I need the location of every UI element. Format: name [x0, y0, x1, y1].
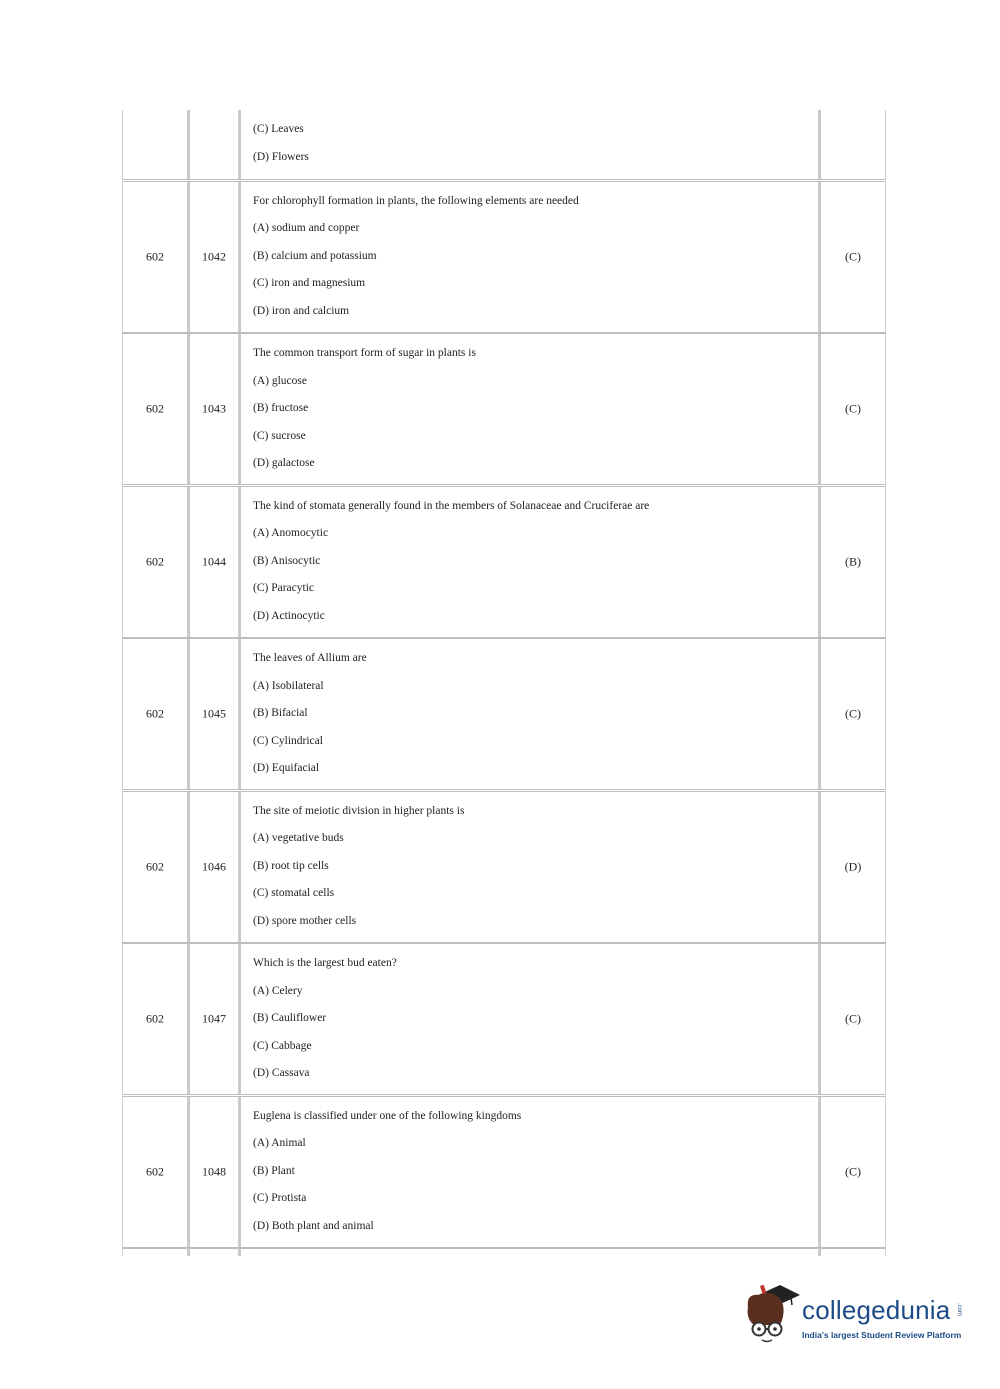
option-a: (A) vegetative buds — [253, 832, 344, 845]
code-cell — [122, 334, 188, 484]
question-cell — [239, 944, 819, 1094]
table-row — [122, 638, 886, 790]
question-cell — [239, 182, 819, 332]
qno-cell — [188, 110, 239, 179]
question-table — [122, 110, 886, 1256]
qno-cell — [188, 1248, 239, 1256]
option-d: (D) Flowers — [253, 150, 309, 163]
subject-code: 602 — [146, 706, 164, 721]
table-row — [122, 486, 886, 638]
question-text: For chlorophyll formation in plants, the following elements are needed — [253, 194, 579, 207]
answer-cell — [819, 487, 886, 637]
question-cell — [239, 639, 819, 789]
answer-cell — [819, 182, 886, 332]
option-a: (A) Animal — [253, 1137, 306, 1150]
table-row — [122, 181, 886, 333]
qno-cell — [188, 792, 239, 942]
collegedunia-logo — [742, 1283, 972, 1353]
subject-code: 602 — [146, 249, 164, 263]
code-cell — [122, 944, 188, 1094]
subject-code: 602 — [146, 1164, 164, 1178]
option-b: (B) calcium and potassium — [253, 249, 377, 262]
code-cell — [122, 639, 188, 789]
brand-suffix: .com — [956, 1303, 962, 1317]
answer-key: (C) — [845, 401, 861, 416]
question-cell — [239, 1248, 819, 1256]
qno-cell — [188, 487, 239, 637]
mascot-icon — [742, 1283, 800, 1345]
answer-cell — [819, 334, 886, 484]
question-cell — [239, 487, 819, 637]
option-c: (C) sucrose — [253, 429, 306, 442]
option-b: (B) Anisocytic — [253, 554, 321, 567]
option-c: (C) Cylindrical — [253, 734, 323, 747]
question-text: The common transport form of sugar in plants is — [253, 347, 476, 359]
answer-cell — [819, 110, 886, 179]
option-d: (D) Cassava — [253, 1067, 310, 1080]
code-cell — [122, 182, 188, 332]
question-rows — [122, 181, 886, 1248]
option-d: (D) iron and calcium — [253, 304, 350, 317]
question-text: Euglena is classified under one of the following kingdoms — [253, 1109, 522, 1122]
subject-code: 602 — [146, 401, 164, 416]
option-c: (C) stomatal cells — [253, 887, 335, 900]
question-number: 1042 — [202, 249, 226, 263]
option-c: (C) Paracytic — [253, 582, 314, 595]
qno-cell — [188, 944, 239, 1094]
option-c: (C) Cabbage — [253, 1039, 312, 1052]
question-number: 1043 — [202, 401, 226, 416]
question-number: 1048 — [202, 1164, 226, 1178]
answer-key: (C) — [845, 249, 861, 263]
option-b: (B) fructose — [253, 402, 309, 415]
option-b: (B) root tip cells — [253, 859, 329, 872]
option-d: (D) Equifacial — [253, 762, 320, 775]
code-cell — [122, 1097, 188, 1247]
question-number: 1047 — [202, 1011, 226, 1026]
table-row — [122, 943, 886, 1095]
option-a: (A) Anomocytic — [253, 527, 329, 540]
answer-cell — [819, 792, 886, 942]
option-c: (C) iron and magnesium — [253, 277, 366, 290]
option-d: (D) Both plant and animal — [253, 1219, 374, 1232]
code-cell — [122, 1248, 188, 1256]
table-row-next — [122, 1248, 886, 1256]
table-row — [122, 333, 886, 485]
option-a: (A) glucose — [253, 374, 307, 387]
subject-code: 602 — [146, 859, 164, 873]
option-d: (D) spore mother cells — [253, 914, 357, 927]
option-a: (A) Isobilateral — [253, 679, 324, 692]
option-c: (C) Protista — [253, 1192, 307, 1205]
question-number: 1044 — [202, 554, 226, 568]
option-b: (B) Plant — [253, 1164, 295, 1177]
question-number: 1045 — [202, 706, 226, 721]
answer-key: (C) — [845, 1011, 861, 1026]
question-cell — [239, 334, 819, 484]
answer-cell — [819, 1248, 886, 1256]
question-cell — [239, 110, 819, 179]
answer-cell — [819, 944, 886, 1094]
qno-cell — [188, 639, 239, 789]
code-cell — [122, 110, 188, 179]
question-text: Which is the largest bud eaten? — [253, 957, 397, 969]
table-row-continued — [122, 110, 886, 180]
code-cell — [122, 487, 188, 637]
option-d: (D) galactose — [253, 457, 315, 470]
answer-key: (C) — [845, 706, 861, 721]
question-text: The leaves of Allium are — [253, 652, 367, 664]
question-text: The site of meiotic division in higher plants is — [253, 804, 465, 817]
question-cell — [239, 792, 819, 942]
option-c: (C) Leaves — [253, 123, 304, 135]
subject-code: 602 — [146, 1011, 164, 1026]
brand-name: collegedunia — [802, 1295, 951, 1325]
code-cell — [122, 792, 188, 942]
qno-cell — [188, 334, 239, 484]
brand-tagline: India's largest Student Review Platform — [802, 1330, 962, 1340]
answer-key: (C) — [845, 1164, 861, 1178]
answer-cell — [819, 639, 886, 789]
table-row — [122, 1096, 886, 1248]
option-b: (B) Cauliflower — [253, 1012, 327, 1025]
option-a: (A) Celery — [253, 984, 303, 997]
answer-key: (D) — [844, 859, 862, 873]
option-a: (A) sodium and copper — [253, 222, 360, 235]
option-b: (B) Bifacial — [253, 707, 308, 720]
question-cell — [239, 1097, 819, 1247]
option-d: (D) Actinocytic — [253, 609, 325, 622]
answer-key: (B) — [845, 554, 861, 568]
question-text: The kind of stomata generally found in the members of Solanaceae and Cruciferae are — [253, 499, 650, 512]
answer-cell — [819, 1097, 886, 1247]
qno-cell — [188, 1097, 239, 1247]
table-row — [122, 791, 886, 943]
subject-code: 602 — [146, 554, 164, 568]
question-number: 1046 — [202, 859, 226, 873]
qno-cell — [188, 182, 239, 332]
